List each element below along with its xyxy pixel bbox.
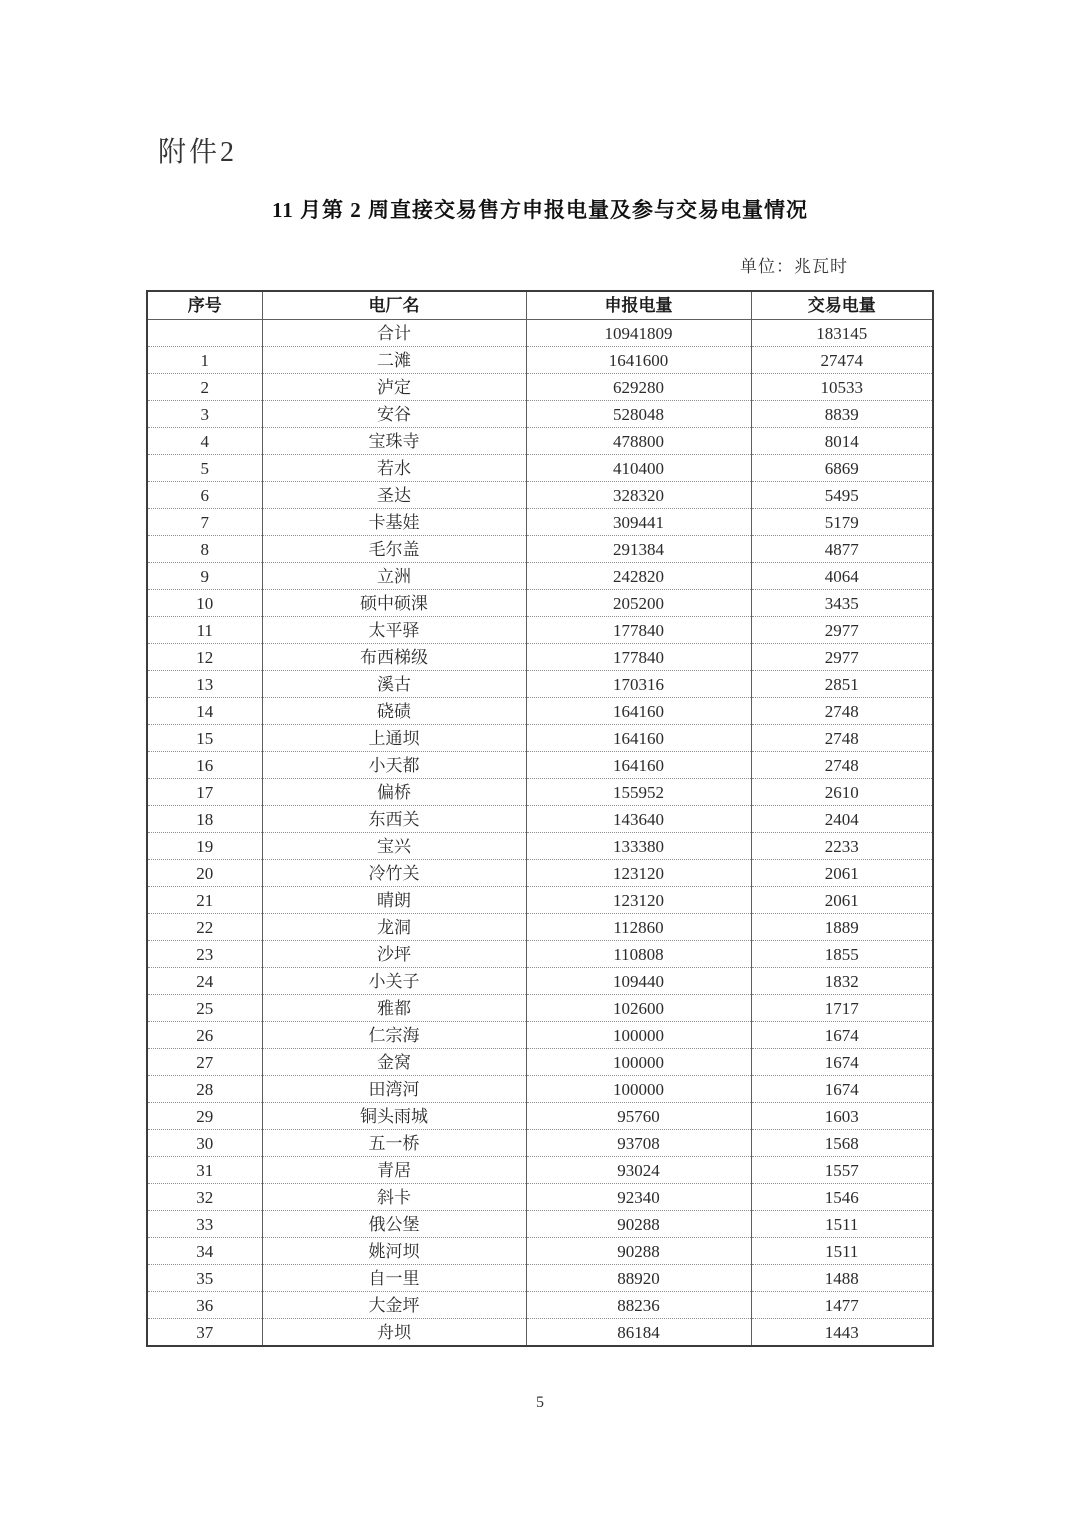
- table-cell: 26: [147, 1022, 262, 1049]
- table-cell: 2977: [751, 617, 933, 644]
- table-cell: 12: [147, 644, 262, 671]
- table-cell: 8014: [751, 428, 933, 455]
- table-row: [147, 806, 933, 833]
- table-cell: 安谷: [262, 401, 526, 428]
- table-cell: 卡基娃: [262, 509, 526, 536]
- table-cell: 17: [147, 779, 262, 806]
- table-cell: 五一桥: [262, 1130, 526, 1157]
- table-row: [147, 509, 933, 536]
- page-number: 5: [536, 1394, 544, 1411]
- table-row: [147, 995, 933, 1022]
- table-cell: 1855: [751, 941, 933, 968]
- table-cell: 164160: [526, 752, 751, 779]
- table-cell: 1603: [751, 1103, 933, 1130]
- table-row: [147, 1076, 933, 1103]
- table-row: [147, 1265, 933, 1292]
- table-cell: 姚河坝: [262, 1238, 526, 1265]
- table-cell: 328320: [526, 482, 751, 509]
- table-cell: 宝兴: [262, 833, 526, 860]
- table-cell: 1443: [751, 1319, 933, 1347]
- total-row: [147, 320, 933, 347]
- table-row: [147, 914, 933, 941]
- table-cell: 2748: [751, 752, 933, 779]
- table-cell: 478800: [526, 428, 751, 455]
- table-cell: 毛尔盖: [262, 536, 526, 563]
- table-cell: 1641600: [526, 347, 751, 374]
- table-cell: 6: [147, 482, 262, 509]
- table-row: [147, 1022, 933, 1049]
- table-cell: 22: [147, 914, 262, 941]
- table-row: [147, 1211, 933, 1238]
- table-cell: 86184: [526, 1319, 751, 1347]
- table-cell: 铜头雨城: [262, 1103, 526, 1130]
- table-cell: 177840: [526, 644, 751, 671]
- table-cell: 25: [147, 995, 262, 1022]
- table-cell: 13: [147, 671, 262, 698]
- table-cell: 155952: [526, 779, 751, 806]
- table-cell: 11: [147, 617, 262, 644]
- table-cell: 291384: [526, 536, 751, 563]
- table-cell: 4: [147, 428, 262, 455]
- table-cell: 35: [147, 1265, 262, 1292]
- table-cell: 溪古: [262, 671, 526, 698]
- table-cell: 123120: [526, 887, 751, 914]
- table-cell: 1: [147, 347, 262, 374]
- table-cell: 23: [147, 941, 262, 968]
- table-cell: 37: [147, 1319, 262, 1347]
- table-cell: 164160: [526, 698, 751, 725]
- table-row: [147, 968, 933, 995]
- table-cell: 93024: [526, 1157, 751, 1184]
- page-title: 11 月第 2 周直接交易售方申报电量及参与交易电量情况: [271, 198, 809, 222]
- table-row: [147, 536, 933, 563]
- table-row: [147, 1184, 933, 1211]
- table-body: [147, 320, 933, 1347]
- table-cell: 金窝: [262, 1049, 526, 1076]
- table-cell: 宝珠寺: [262, 428, 526, 455]
- table-row: [147, 1103, 933, 1130]
- table-cell: 95760: [526, 1103, 751, 1130]
- table-cell: 1832: [751, 968, 933, 995]
- table-cell: 2061: [751, 887, 933, 914]
- table-cell: 100000: [526, 1022, 751, 1049]
- table-row: [147, 374, 933, 401]
- table-cell: 28: [147, 1076, 262, 1103]
- header-row: [147, 291, 933, 320]
- table-cell: 小关子: [262, 968, 526, 995]
- table-cell: 123120: [526, 860, 751, 887]
- table-cell: 4877: [751, 536, 933, 563]
- table-cell: 雅都: [262, 995, 526, 1022]
- table-cell: 自一里: [262, 1265, 526, 1292]
- table-cell: 5: [147, 455, 262, 482]
- table-cell: 1674: [751, 1076, 933, 1103]
- col-header-traded: 交易电量: [751, 291, 933, 320]
- table-row: [147, 1319, 933, 1347]
- total-name: 合计: [262, 320, 526, 347]
- table-row: [147, 401, 933, 428]
- table-cell: 青居: [262, 1157, 526, 1184]
- table-cell: 5179: [751, 509, 933, 536]
- table-row: [147, 1292, 933, 1319]
- table-cell: 34: [147, 1238, 262, 1265]
- table-cell: 硕中硕淉: [262, 590, 526, 617]
- table-cell: 2404: [751, 806, 933, 833]
- table-row: [147, 617, 933, 644]
- table-cell: 6869: [751, 455, 933, 482]
- table-cell: 2233: [751, 833, 933, 860]
- total-declared: 10941809: [526, 320, 751, 347]
- table-row: [147, 752, 933, 779]
- unit-note: 单位：兆瓦时: [740, 257, 848, 276]
- table-cell: 泸定: [262, 374, 526, 401]
- table-row: [147, 590, 933, 617]
- table-cell: 309441: [526, 509, 751, 536]
- total-traded: 183145: [751, 320, 933, 347]
- table-cell: 2061: [751, 860, 933, 887]
- table-cell: 8839: [751, 401, 933, 428]
- table-cell: 1568: [751, 1130, 933, 1157]
- table-cell: 1717: [751, 995, 933, 1022]
- table-cell: 205200: [526, 590, 751, 617]
- table-cell: 俄公堡: [262, 1211, 526, 1238]
- table-cell: 龙洞: [262, 914, 526, 941]
- table-cell: 3435: [751, 590, 933, 617]
- table-header: [147, 291, 933, 320]
- table-cell: 1511: [751, 1211, 933, 1238]
- table-cell: 若水: [262, 455, 526, 482]
- table-row: [147, 644, 933, 671]
- table-cell: 629280: [526, 374, 751, 401]
- table-cell: 10: [147, 590, 262, 617]
- table-cell: 沙坪: [262, 941, 526, 968]
- table-cell: 143640: [526, 806, 751, 833]
- table-row: [147, 1130, 933, 1157]
- table-cell: 1674: [751, 1049, 933, 1076]
- table-row: [147, 698, 933, 725]
- table-cell: 8: [147, 536, 262, 563]
- table-row: [147, 833, 933, 860]
- table-cell: 田湾河: [262, 1076, 526, 1103]
- table-cell: 晴朗: [262, 887, 526, 914]
- table-cell: 7: [147, 509, 262, 536]
- table-cell: 1546: [751, 1184, 933, 1211]
- col-header-no: 序号: [147, 291, 262, 320]
- table-row: [147, 1238, 933, 1265]
- table-cell: 2977: [751, 644, 933, 671]
- table-cell: 20: [147, 860, 262, 887]
- table-cell: 528048: [526, 401, 751, 428]
- table-cell: 88236: [526, 1292, 751, 1319]
- table-cell: 偏桥: [262, 779, 526, 806]
- table-cell: 9: [147, 563, 262, 590]
- table-cell: 133380: [526, 833, 751, 860]
- table-cell: 仁宗海: [262, 1022, 526, 1049]
- table-cell: 177840: [526, 617, 751, 644]
- table-row: [147, 563, 933, 590]
- table-row: [147, 455, 933, 482]
- table-cell: 2610: [751, 779, 933, 806]
- table-cell: 舟坝: [262, 1319, 526, 1347]
- table-cell: 1674: [751, 1022, 933, 1049]
- table-row: [147, 347, 933, 374]
- table-cell: 1488: [751, 1265, 933, 1292]
- table-cell: 92340: [526, 1184, 751, 1211]
- table-cell: 102600: [526, 995, 751, 1022]
- table-cell: 27474: [751, 347, 933, 374]
- power-plant-table: [146, 290, 934, 1347]
- table-cell: 2: [147, 374, 262, 401]
- table-cell: 90288: [526, 1238, 751, 1265]
- table-cell: 21: [147, 887, 262, 914]
- table-cell: 立洲: [262, 563, 526, 590]
- table-cell: 164160: [526, 725, 751, 752]
- table-cell: 3: [147, 401, 262, 428]
- table-cell: 14: [147, 698, 262, 725]
- table-cell: 19: [147, 833, 262, 860]
- table-cell: 圣达: [262, 482, 526, 509]
- table-cell: 2851: [751, 671, 933, 698]
- table-cell: 88920: [526, 1265, 751, 1292]
- table-cell: 18: [147, 806, 262, 833]
- table-cell: 1889: [751, 914, 933, 941]
- table-cell: 二滩: [262, 347, 526, 374]
- table-cell: 110808: [526, 941, 751, 968]
- table-row: [147, 779, 933, 806]
- table-cell: 15: [147, 725, 262, 752]
- table-cell: 100000: [526, 1049, 751, 1076]
- table-row: [147, 887, 933, 914]
- col-header-plant: 电厂名: [262, 291, 526, 320]
- table-cell: 29: [147, 1103, 262, 1130]
- table-cell: 1511: [751, 1238, 933, 1265]
- table-row: [147, 941, 933, 968]
- table-row: [147, 428, 933, 455]
- table-cell: 24: [147, 968, 262, 995]
- table-cell: 33: [147, 1211, 262, 1238]
- table-cell: 30: [147, 1130, 262, 1157]
- total-no: [147, 320, 262, 347]
- table-cell: 5495: [751, 482, 933, 509]
- table-row: [147, 1157, 933, 1184]
- attachment-label: 附件2: [158, 137, 238, 168]
- table-cell: 16: [147, 752, 262, 779]
- table-cell: 冷竹关: [262, 860, 526, 887]
- table-cell: 布西梯级: [262, 644, 526, 671]
- table-cell: 112860: [526, 914, 751, 941]
- table-cell: 100000: [526, 1076, 751, 1103]
- table-row: [147, 860, 933, 887]
- table-row: [147, 1049, 933, 1076]
- table-cell: 小天都: [262, 752, 526, 779]
- table-cell: 242820: [526, 563, 751, 590]
- table-row: [147, 725, 933, 752]
- table-cell: 大金坪: [262, 1292, 526, 1319]
- table-cell: 2748: [751, 698, 933, 725]
- table-cell: 1557: [751, 1157, 933, 1184]
- table-row: [147, 671, 933, 698]
- table-cell: 32: [147, 1184, 262, 1211]
- table-cell: 31: [147, 1157, 262, 1184]
- table-cell: 1477: [751, 1292, 933, 1319]
- table-cell: 10533: [751, 374, 933, 401]
- table-cell: 硗碛: [262, 698, 526, 725]
- table-cell: 太平驿: [262, 617, 526, 644]
- table-cell: 90288: [526, 1211, 751, 1238]
- table-cell: 4064: [751, 563, 933, 590]
- table-cell: 410400: [526, 455, 751, 482]
- table-cell: 170316: [526, 671, 751, 698]
- col-header-declared: 申报电量: [526, 291, 751, 320]
- table-cell: 斜卡: [262, 1184, 526, 1211]
- table-row: [147, 482, 933, 509]
- table-cell: 36: [147, 1292, 262, 1319]
- table-cell: 2748: [751, 725, 933, 752]
- table-cell: 东西关: [262, 806, 526, 833]
- table-cell: 109440: [526, 968, 751, 995]
- table-cell: 27: [147, 1049, 262, 1076]
- table-cell: 上通坝: [262, 725, 526, 752]
- table-cell: 93708: [526, 1130, 751, 1157]
